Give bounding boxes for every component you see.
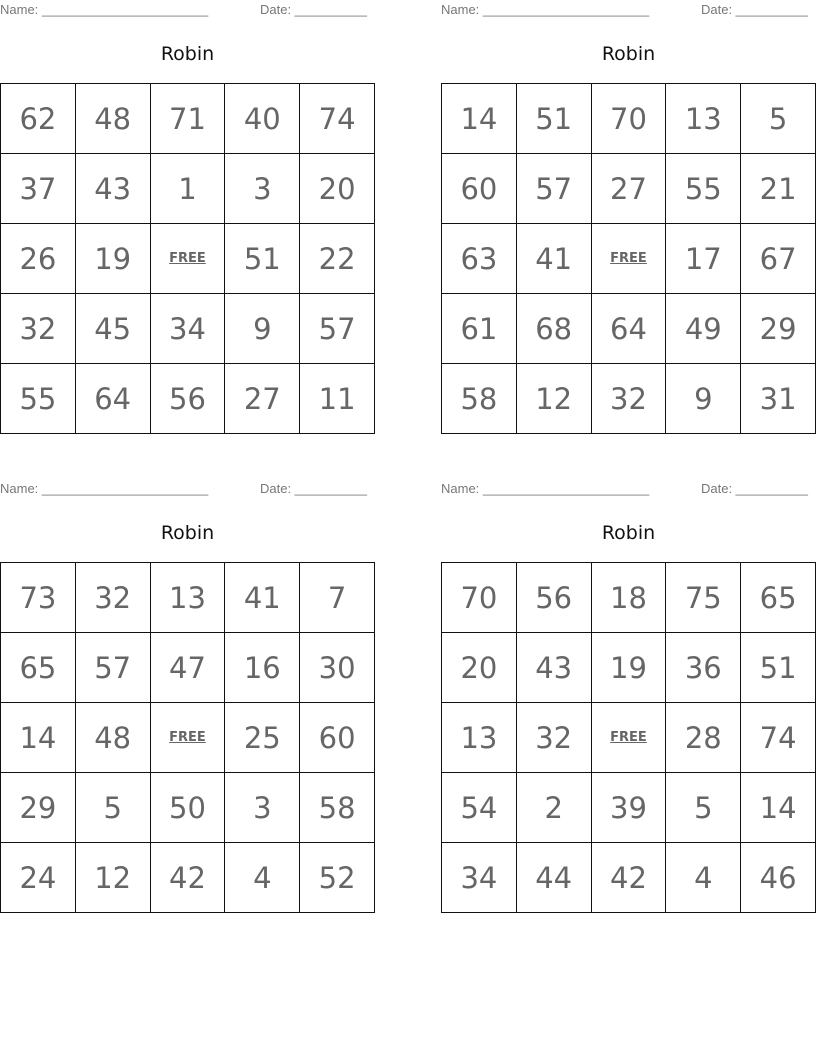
number-cell: 44: [516, 843, 591, 913]
number-cell: 12: [75, 843, 150, 913]
card-header: [441, 2, 816, 20]
number-cell: 54: [442, 773, 517, 843]
number-cell: 18: [591, 563, 666, 633]
number-cell: 5: [741, 84, 816, 154]
date-field-label: Date: __________: [260, 481, 367, 496]
number-cell: 71: [150, 84, 225, 154]
number-cell: 70: [591, 84, 666, 154]
number-cell: 34: [442, 843, 517, 913]
number-cell: 3: [225, 154, 300, 224]
number-cell: 57: [75, 633, 150, 703]
number-cell: 25: [225, 703, 300, 773]
number-cell: 29: [741, 294, 816, 364]
number-cell: 20: [442, 633, 517, 703]
number-cell: 74: [741, 703, 816, 773]
number-cell: 65: [741, 563, 816, 633]
number-cell: 12: [516, 364, 591, 434]
free-space-cell: FREE: [150, 703, 225, 773]
number-cell: 42: [591, 843, 666, 913]
number-cell: 2: [516, 773, 591, 843]
number-cell: 4: [666, 843, 741, 913]
number-cell: 75: [666, 563, 741, 633]
number-cell: 4: [225, 843, 300, 913]
number-cell: 28: [666, 703, 741, 773]
number-cell: 14: [442, 84, 517, 154]
number-cell: 55: [666, 154, 741, 224]
number-cell: 24: [1, 843, 76, 913]
number-cell: 64: [75, 364, 150, 434]
number-cell: 51: [516, 84, 591, 154]
bingo-grid: [441, 562, 816, 913]
number-cell: 49: [666, 294, 741, 364]
grid-row: [442, 294, 816, 364]
bingo-card: [0, 479, 375, 919]
number-cell: 37: [1, 154, 76, 224]
number-cell: 19: [75, 224, 150, 294]
number-cell: 70: [442, 563, 517, 633]
number-cell: 56: [516, 563, 591, 633]
card-title: Robin: [601, 43, 656, 65]
number-cell: 55: [1, 364, 76, 434]
number-cell: 9: [666, 364, 741, 434]
grid-row: [442, 843, 816, 913]
name-field-label: Name: _______________________: [0, 481, 209, 496]
number-cell: 46: [741, 843, 816, 913]
number-cell: 68: [516, 294, 591, 364]
number-cell: 22: [300, 224, 375, 294]
number-cell: 51: [225, 224, 300, 294]
number-cell: 41: [225, 563, 300, 633]
grid-row: [1, 563, 375, 633]
grid-row: [1, 84, 375, 154]
number-cell: 20: [300, 154, 375, 224]
number-cell: 27: [225, 364, 300, 434]
number-cell: 14: [741, 773, 816, 843]
number-cell: 29: [1, 773, 76, 843]
bingo-grid: [0, 83, 375, 434]
number-cell: 32: [516, 703, 591, 773]
number-cell: 16: [225, 633, 300, 703]
number-cell: 32: [75, 563, 150, 633]
card-header: [0, 2, 375, 20]
card-title: Robin: [601, 522, 656, 544]
name-field-label: Name: _______________________: [0, 2, 209, 17]
number-cell: 63: [442, 224, 517, 294]
number-cell: 58: [442, 364, 517, 434]
number-cell: 27: [591, 154, 666, 224]
free-space-cell: FREE: [150, 224, 225, 294]
number-cell: 43: [75, 154, 150, 224]
number-cell: 1: [150, 154, 225, 224]
grid-row: [1, 224, 375, 294]
grid-row: [1, 364, 375, 434]
number-cell: 62: [1, 84, 76, 154]
grid-row: [442, 633, 816, 703]
grid-row: [1, 843, 375, 913]
number-cell: 43: [516, 633, 591, 703]
number-cell: 30: [300, 633, 375, 703]
grid-row: [442, 563, 816, 633]
number-cell: 7: [300, 563, 375, 633]
number-cell: 60: [442, 154, 517, 224]
grid-row: [442, 154, 816, 224]
free-space-cell: FREE: [591, 703, 666, 773]
card-title: Robin: [160, 43, 215, 65]
number-cell: 36: [666, 633, 741, 703]
number-cell: 58: [300, 773, 375, 843]
number-cell: 57: [516, 154, 591, 224]
number-cell: 14: [1, 703, 76, 773]
number-cell: 61: [442, 294, 517, 364]
number-cell: 32: [591, 364, 666, 434]
number-cell: 31: [741, 364, 816, 434]
grid-row: [1, 154, 375, 224]
number-cell: 13: [666, 84, 741, 154]
number-cell: 21: [741, 154, 816, 224]
card-header: [441, 481, 816, 499]
grid-row: [1, 773, 375, 843]
number-cell: 67: [741, 224, 816, 294]
grid-row: [1, 633, 375, 703]
grid-row: [442, 224, 816, 294]
bingo-card: [0, 0, 375, 440]
number-cell: 73: [1, 563, 76, 633]
name-field-label: Name: _______________________: [441, 2, 650, 17]
name-field-label: Name: _______________________: [441, 481, 650, 496]
number-cell: 42: [150, 843, 225, 913]
card-header: [0, 481, 375, 499]
bingo-grid: [0, 562, 375, 913]
number-cell: 40: [225, 84, 300, 154]
number-cell: 34: [150, 294, 225, 364]
bingo-card: [441, 479, 816, 919]
number-cell: 26: [1, 224, 76, 294]
number-cell: 48: [75, 703, 150, 773]
date-field-label: Date: __________: [701, 481, 808, 496]
date-field-label: Date: __________: [260, 2, 367, 17]
number-cell: 5: [666, 773, 741, 843]
grid-row: [442, 84, 816, 154]
number-cell: 41: [516, 224, 591, 294]
number-cell: 48: [75, 84, 150, 154]
bingo-grid: [441, 83, 816, 434]
number-cell: 17: [666, 224, 741, 294]
number-cell: 5: [75, 773, 150, 843]
card-title: Robin: [160, 522, 215, 544]
number-cell: 39: [591, 773, 666, 843]
number-cell: 47: [150, 633, 225, 703]
number-cell: 50: [150, 773, 225, 843]
date-field-label: Date: __________: [701, 2, 808, 17]
number-cell: 74: [300, 84, 375, 154]
number-cell: 52: [300, 843, 375, 913]
number-cell: 56: [150, 364, 225, 434]
number-cell: 13: [150, 563, 225, 633]
number-cell: 3: [225, 773, 300, 843]
grid-row: [1, 703, 375, 773]
number-cell: 57: [300, 294, 375, 364]
number-cell: 65: [1, 633, 76, 703]
number-cell: 60: [300, 703, 375, 773]
number-cell: 45: [75, 294, 150, 364]
number-cell: 64: [591, 294, 666, 364]
grid-row: [442, 364, 816, 434]
number-cell: 9: [225, 294, 300, 364]
grid-row: [442, 773, 816, 843]
number-cell: 32: [1, 294, 76, 364]
number-cell: 51: [741, 633, 816, 703]
number-cell: 11: [300, 364, 375, 434]
number-cell: 13: [442, 703, 517, 773]
number-cell: 19: [591, 633, 666, 703]
bingo-card: [441, 0, 816, 440]
grid-row: [1, 294, 375, 364]
free-space-cell: FREE: [591, 224, 666, 294]
grid-row: [442, 703, 816, 773]
